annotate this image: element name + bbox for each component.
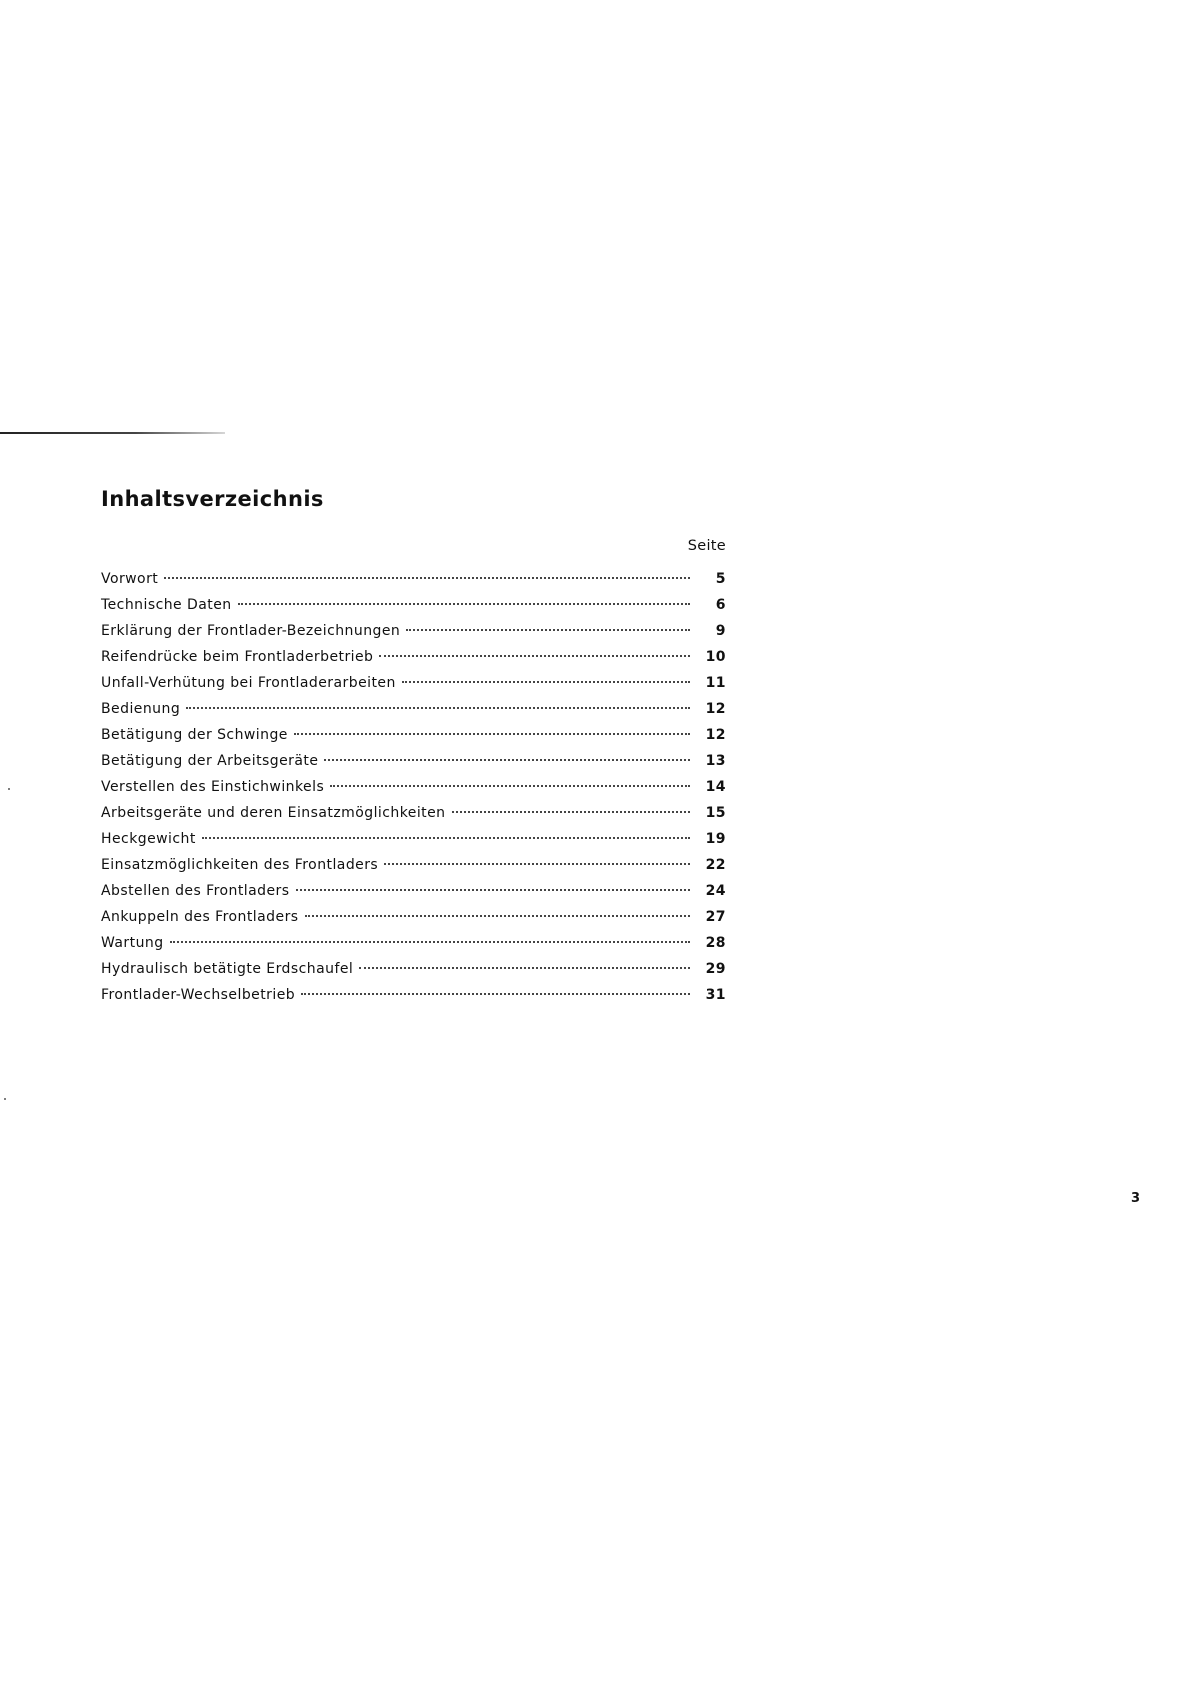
toc-entry-einstichwinkel[interactable]	[101, 774, 726, 800]
dot-leader	[170, 941, 690, 943]
toc-entry-label: Betätigung der Schwinge	[101, 727, 288, 743]
toc-entry-page: 10	[705, 649, 726, 665]
dot-leader	[324, 759, 690, 761]
dot-leader	[296, 889, 691, 891]
toc-entry-label: Arbeitsgeräte und deren Einsatzmöglichkeiten	[101, 805, 446, 821]
toc-entry-page: 6	[715, 597, 726, 613]
dot-leader	[406, 629, 690, 631]
toc-entry-vorwort[interactable]	[101, 566, 726, 592]
toc-entry-einsatzmoeglichkeiten[interactable]	[101, 852, 726, 878]
toc-entry-page: 5	[715, 571, 726, 587]
toc-entry-ankuppeln[interactable]	[101, 904, 726, 930]
toc-entry-page: 12	[705, 727, 726, 743]
page-number: 3	[1131, 1191, 1141, 1206]
toc-entry-bezeichnungen[interactable]	[101, 618, 726, 644]
toc-entry-arbeitsgeraete-einsatz[interactable]	[101, 800, 726, 826]
page-column-header: Seite	[687, 538, 726, 554]
toc-entry-page: 28	[705, 935, 726, 951]
toc-entry-unfall-verhuetung[interactable]	[101, 670, 726, 696]
toc-entry-page: 15	[705, 805, 726, 821]
toc-entry-page: 12	[705, 701, 726, 717]
top-rule-divider	[0, 432, 225, 434]
dot-leader	[330, 785, 690, 787]
toc-entry-page: 13	[705, 753, 726, 769]
toc-entry-label: Erklärung der Frontlader-Bezeichnungen	[101, 623, 401, 639]
toc-entry-page: 14	[705, 779, 726, 795]
page-title: Inhaltsverzeichnis	[101, 487, 324, 511]
dot-leader	[238, 603, 690, 605]
dot-leader	[452, 811, 690, 813]
toc-entry-label: Einsatzmöglichkeiten des Frontladers	[101, 857, 379, 873]
scan-speck	[4, 1098, 6, 1100]
dot-leader	[402, 681, 690, 683]
toc-entry-label: Bedienung	[101, 701, 181, 717]
toc-entry-page: 31	[705, 987, 726, 1003]
toc-entry-page: 22	[705, 857, 726, 873]
toc-entry-label: Betätigung der Arbeitsgeräte	[101, 753, 319, 769]
toc-entry-label: Ankuppeln des Frontladers	[101, 909, 299, 925]
dot-leader	[294, 733, 690, 735]
toc-entry-label: Unfall-Verhütung bei Frontladerarbeiten	[101, 675, 396, 691]
toc-entry-label: Verstellen des Einstichwinkels	[101, 779, 325, 795]
toc-entry-page: 9	[715, 623, 726, 639]
toc-entry-wartung[interactable]	[101, 930, 726, 956]
toc-entry-schwinge[interactable]	[101, 722, 726, 748]
dot-leader	[359, 967, 690, 969]
toc-entry-label: Technische Daten	[101, 597, 232, 613]
toc-entry-bedienung[interactable]	[101, 696, 726, 722]
dot-leader	[202, 837, 690, 839]
toc-entry-label: Abstellen des Frontladers	[101, 883, 290, 899]
toc-entry-label: Vorwort	[101, 571, 159, 587]
dot-leader	[164, 577, 690, 579]
table-of-contents	[101, 566, 726, 1008]
toc-entry-label: Frontlader-Wechselbetrieb	[101, 987, 296, 1003]
toc-entry-page: 19	[705, 831, 726, 847]
dot-leader	[186, 707, 690, 709]
toc-entry-label: Wartung	[101, 935, 164, 951]
toc-entry-page: 24	[705, 883, 726, 899]
toc-entry-label: Reifendrücke beim Frontladerbetrieb	[101, 649, 374, 665]
toc-entry-label: Heckgewicht	[101, 831, 196, 847]
dot-leader	[305, 915, 690, 917]
toc-entry-page: 27	[705, 909, 726, 925]
toc-entry-page: 29	[705, 961, 726, 977]
toc-entry-wechselbetrieb[interactable]	[101, 982, 726, 1008]
toc-entry-heckgewicht[interactable]	[101, 826, 726, 852]
toc-entry-erdschaufel[interactable]	[101, 956, 726, 982]
toc-entry-abstellen[interactable]	[101, 878, 726, 904]
toc-entry-technische-daten[interactable]	[101, 592, 726, 618]
toc-entry-reifendruecke[interactable]	[101, 644, 726, 670]
scan-speck	[8, 788, 10, 790]
toc-entry-label: Hydraulisch betätigte Erdschaufel	[101, 961, 354, 977]
toc-entry-arbeitsgeraete-betaetigung[interactable]	[101, 748, 726, 774]
dot-leader	[379, 655, 690, 657]
toc-entry-page: 11	[705, 675, 726, 691]
dot-leader	[384, 863, 690, 865]
dot-leader	[301, 993, 690, 995]
